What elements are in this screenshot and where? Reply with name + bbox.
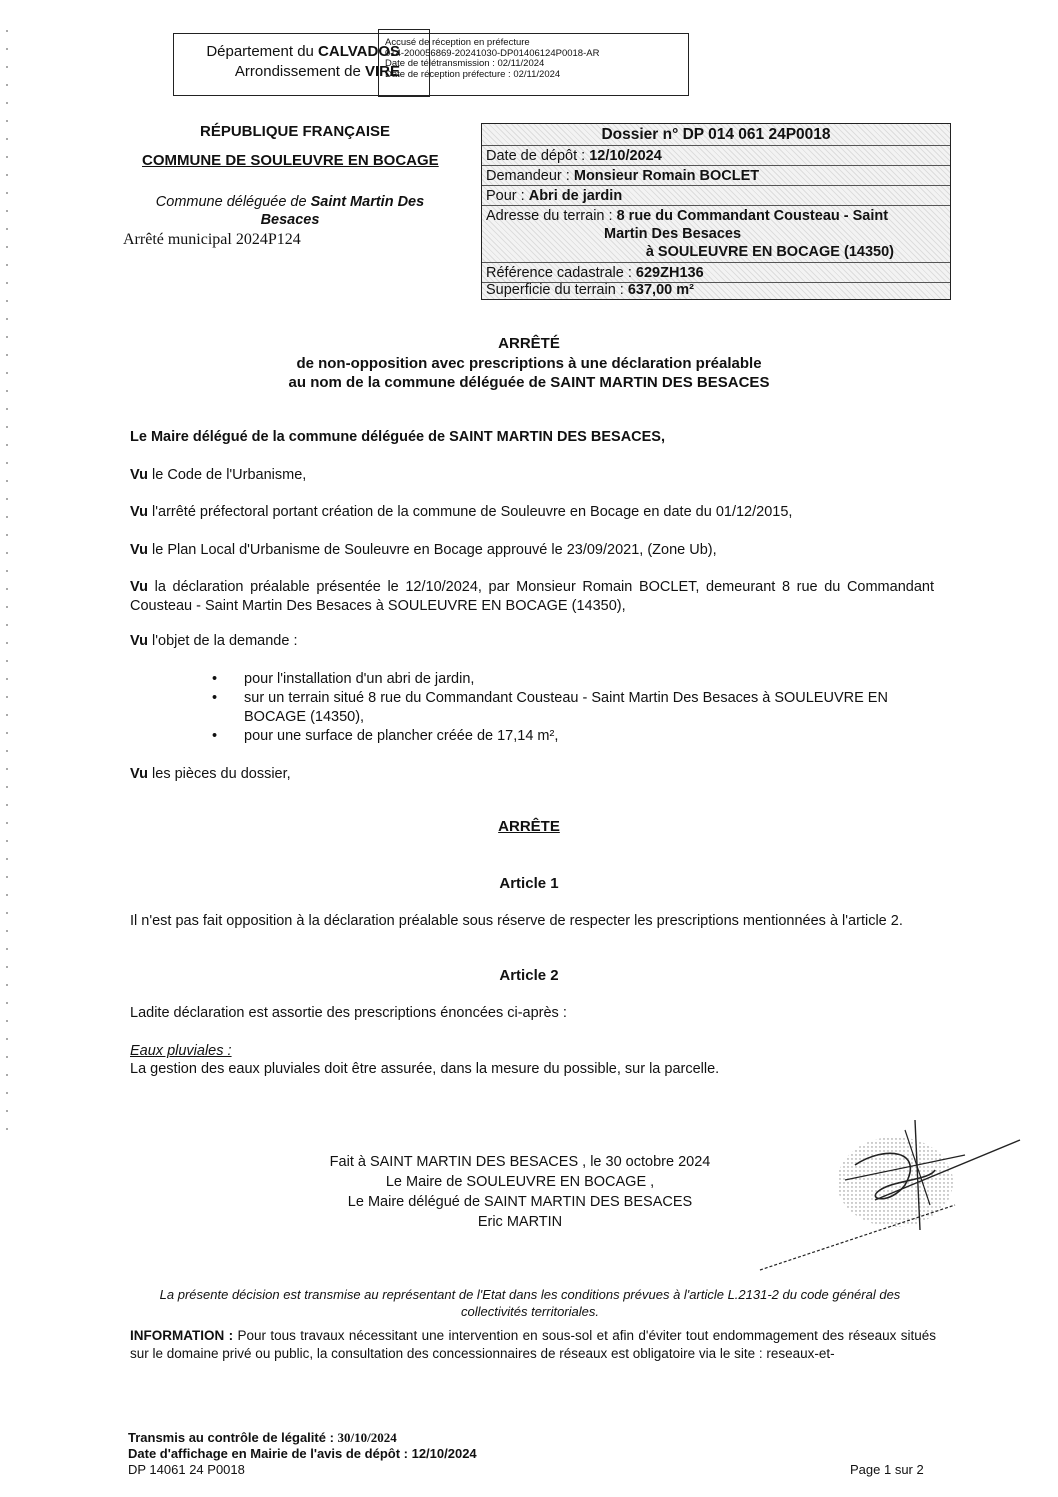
demandeur-value: Monsieur Romain BOCLET xyxy=(573,168,760,184)
objet-list xyxy=(212,670,936,746)
demandeur-label: Demandeur : xyxy=(486,168,574,184)
arrondissement-name: VIRE xyxy=(364,63,400,80)
affichage-value: 12/10/2024 xyxy=(411,1446,477,1461)
superficie-label: Superficie du terrain : xyxy=(486,282,628,298)
vu-pieces xyxy=(130,765,934,784)
signature-title: Le Maire délégué de SAINT MARTIN DES BESACES xyxy=(347,1194,693,1210)
signature-place-date: Fait à SAINT MARTIN DES BESACES , le 30 octobre 2024 xyxy=(329,1154,711,1170)
vu-label: Vu xyxy=(130,504,148,520)
vu-arrete-prefectoral xyxy=(130,503,934,522)
vu-label: Vu xyxy=(130,633,148,649)
adresse-value: Martin Des Besaces xyxy=(604,226,742,242)
superficie-value: 637,00 m² xyxy=(627,282,694,298)
list-item: • sur un terrain situé 8 rue du Commandant Cousteau - Saint Martin Des Besaces à SOULEUVRE EN BOCAGE (14350), xyxy=(212,689,936,727)
cadastre-label: Référence cadastrale : xyxy=(486,265,636,281)
signature-block xyxy=(240,1152,800,1232)
vu-code xyxy=(130,466,934,485)
deleguee-label: Commune déléguée de xyxy=(155,194,311,210)
arrete-subtitle-1: de non-opposition avec prescriptions à une déclaration préalable xyxy=(296,355,762,372)
adresse-value: 8 rue du Commandant Cousteau - Saint xyxy=(616,208,889,224)
vu-plu xyxy=(130,541,934,560)
vu-label: Vu xyxy=(130,766,148,782)
dept-label: Département du xyxy=(206,43,319,60)
article-1-title: Article 1 xyxy=(499,875,559,892)
page-number: Page 1 sur 2 xyxy=(850,1462,924,1477)
article-1-text: Il n'est pas fait opposition à la déclaration préalable sous réserve de respecter les prescriptions mentionnées à l'article 2. xyxy=(130,913,903,929)
eaux-pluviales-title: Eaux pluviales : xyxy=(130,1043,232,1059)
vu-text: le Plan Local d'Urbanisme de Souleuvre en Bocage approuvé le 23/09/2021, (Zone Ub), xyxy=(148,542,717,558)
arrete-title: ARRÊTÉ xyxy=(498,335,560,352)
commune-deleguee xyxy=(130,193,450,229)
vu-text: l'arrêté préfectoral portant création de la commune de Souleuvre en Bocage en date du 01/12/2015, xyxy=(148,504,793,520)
adresse-value: à SOULEUVRE EN BOCAGE (14350) xyxy=(645,244,894,260)
footer-reference: DP 14061 24 P0018 xyxy=(128,1462,245,1477)
reception-stamp-text xyxy=(385,38,599,80)
transmis-value: 30/10/2024 xyxy=(337,1430,397,1445)
dept-name: CALVADOS xyxy=(318,43,400,60)
vu-text: les pièces du dossier, xyxy=(148,766,291,782)
signatory-name: Eric MARTIN xyxy=(477,1214,563,1230)
vu-label: Vu xyxy=(130,467,148,483)
vu-label: Vu xyxy=(130,542,148,558)
vu-declaration xyxy=(130,578,934,616)
stamp-line: Date de télétransmission : 02/11/2024 xyxy=(385,58,545,69)
vu-label: Vu xyxy=(130,579,148,595)
list-item: • pour une surface de plancher créée de 17,14 m², xyxy=(212,727,936,746)
dossier-demandeur xyxy=(482,167,950,186)
footer-transmis xyxy=(128,1430,397,1446)
depot-label: Date de dépôt : xyxy=(486,148,590,164)
pour-value: Abri de jardin xyxy=(528,188,623,204)
dossier-pour xyxy=(482,187,950,206)
footer-affichage xyxy=(128,1446,477,1462)
republique-heading: RÉPUBLIQUE FRANÇAISE xyxy=(200,123,391,140)
stamp-line: Accusé de réception en préfecture xyxy=(385,37,530,48)
arrete-subtitle-2: au nom de la commune déléguée de SAINT MARTIN DES BESACES xyxy=(288,374,770,391)
article-2-text: Ladite déclaration est assortie des prescriptions énoncées ci-après : xyxy=(130,1005,567,1021)
pour-label: Pour : xyxy=(486,188,529,204)
information-text: Pour tous travaux nécessitant une intervention en sous-sol et afin d'éviter tout endommagement des réseaux situés sur le domaine privé ou public, la consultation des concessionnaires de réseaux est obligatoire via le site : reseaux-et- xyxy=(130,1328,937,1361)
scan-edge-marks xyxy=(6,30,8,1130)
dossier-depot xyxy=(482,147,950,166)
deleguee-name: Saint Martin Des Besaces xyxy=(260,194,425,228)
depot-value: 12/10/2024 xyxy=(589,148,662,164)
information-label: INFORMATION : xyxy=(130,1328,238,1343)
article-2-title: Article 2 xyxy=(499,967,559,984)
cadastre-value: 629ZH136 xyxy=(635,265,704,281)
dossier-number: Dossier n° DP 014 061 24P0018 xyxy=(482,124,950,146)
stamp-line: Date de réception préfecture : 02/11/2024 xyxy=(385,68,561,80)
transmission-note: La présente décision est transmise au représentant de l'Etat dans les conditions prévues à l'article L.2131-2 du code général des collectivités territoriales. xyxy=(159,1287,901,1319)
maire-line: Le Maire délégué de la commune déléguée de SAINT MARTIN DES BESACES, xyxy=(130,429,666,445)
vu-text: la déclaration préalable présentée le 12/10/2024, par Monsieur Romain BOCLET, demeurant 8 rue du Commandant Cousteau - Saint Martin Des Besaces à SOULEUVRE EN BOCAGE (14350), xyxy=(130,579,934,614)
arrete-municipal-number: Arrêté municipal 2024P124 xyxy=(123,231,301,248)
eaux-pluviales-text: La gestion des eaux pluviales doit être assurée, dans la mesure du possible, sur la parcelle. xyxy=(130,1061,720,1077)
dossier-superficie xyxy=(482,281,950,299)
vu-objet xyxy=(130,632,934,651)
arrete-heading: ARRÊTE xyxy=(498,818,560,835)
department-text xyxy=(178,42,400,82)
handwritten-signature-icon xyxy=(755,1110,1025,1280)
vu-text: le Code de l'Urbanisme, xyxy=(148,467,307,483)
adresse-label: Adresse du terrain : xyxy=(486,208,617,224)
arrondissement-label: Arrondissement de xyxy=(234,63,365,80)
commune-heading: COMMUNE DE SOULEUVRE EN BOCAGE xyxy=(142,152,439,169)
list-item: • pour l'installation d'un abri de jardin, xyxy=(212,670,936,689)
transmis-label: Transmis au contrôle de légalité : xyxy=(128,1430,338,1445)
dossier-adresse xyxy=(482,207,950,263)
information-note xyxy=(130,1327,936,1363)
affichage-label: Date d'affichage en Mairie de l'avis de dépôt : xyxy=(128,1446,412,1461)
dossier-box xyxy=(481,123,951,300)
vu-text: l'objet de la demande : xyxy=(148,633,298,649)
signature-title: Le Maire de SOULEUVRE EN BOCAGE , xyxy=(385,1174,655,1190)
stamp-line: 014-200056869-20241030-DP01406124P0018-AR xyxy=(385,47,600,59)
